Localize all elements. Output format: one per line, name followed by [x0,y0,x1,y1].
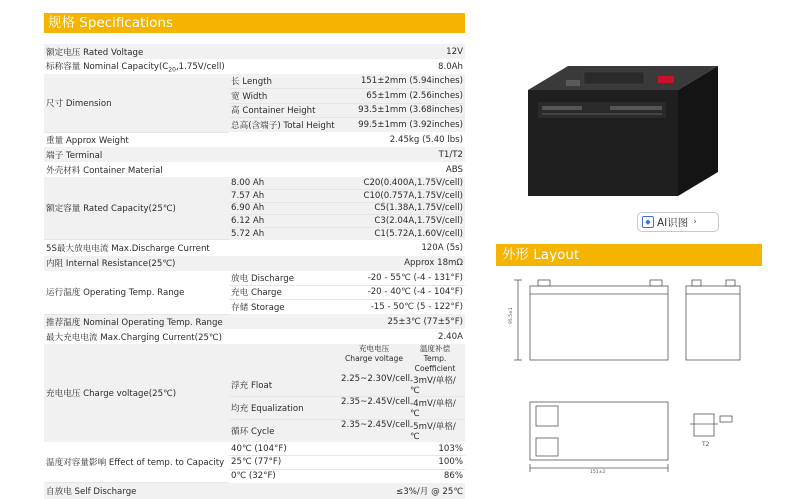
dimension-height-value: 93.5±1mm (3.68inches) [339,103,465,118]
weight-value: 2.45kg (5.40 lbs) [389,134,463,145]
max-charging-label: 最大充电电流 Max.Charging Current(25℃) [46,332,222,343]
temp-coef-head-cn: 温度补偿 [419,344,451,353]
nominal-capacity-row [44,59,465,74]
charge-mode-name: 均充 Equalization [229,397,339,420]
battery-product-image [518,56,732,208]
max-charging-row [44,329,465,344]
charge-mode-coef: -4mV/单格/℃ [410,399,456,419]
operating-temp-storage-name: 存储 Storage [231,303,285,313]
rated-voltage-row [44,44,465,59]
charge-voltage-head-en: Charge voltage [344,354,404,363]
charge-mode-voltage: 2.35~2.45V/cell [341,420,411,430]
terminal-type-label: T2 [702,441,710,448]
operating-temp-storage-value: -15 - 50℃ (5 - 122°F) [370,302,463,312]
temp-effect-temp: 0℃ (32°F) [231,471,276,481]
dimension-row [44,74,465,89]
charge-mode-voltage: 2.25~2.30V/cell [341,374,411,384]
dimension-total-height-name: 总高(含端子) Total Height [231,121,335,131]
rated-capacity-ah: 7.57 Ah [229,190,339,203]
weight-row [44,132,465,147]
height-dimension-label: 95.5±1 [509,307,514,324]
dimension-label: 尺寸 Dimension [44,74,229,132]
charge-voltage-label: 充电电压 Charge voltage(25℃) [46,389,177,399]
specifications-table [44,44,465,499]
dimension-width-name: 宽 Width [229,89,339,104]
rated-capacity-label: 额定容量 Rated Capacity(25℃) [44,177,229,240]
temp-coef-head-en: Temp. Coefficient [414,354,456,373]
rated-capacity-rate: C1(5.72A,1.60V/cell) [374,228,463,239]
charge-mode-voltage: 2.35~2.45V/cell [341,397,411,407]
internal-resistance-row [44,256,465,271]
temp-effect-row [44,442,465,456]
rated-voltage-label: 额定电压 Rated Voltage [46,47,144,58]
rated-capacity-ah: 6.12 Ah [229,215,339,228]
max-discharge-row [44,240,465,256]
charge-voltage-header-row [44,344,465,374]
self-discharge-value: ≤3%/月 @ 25℃ [396,486,463,497]
rated-capacity-row [44,177,465,190]
nominal-temp-value: 25±3℃ (77±5°F) [387,316,463,327]
rated-capacity-ah: 5.72 Ah [231,228,265,239]
rated-capacity-ah: 8.00 Ah [229,177,339,190]
rated-capacity-ah: 6.90 Ah [229,202,339,215]
dimension-total-height-value: 99.5±1mm (3.92inches) [358,120,463,130]
nominal-temp-row [44,314,465,329]
charge-mode-coef: -3mV/单格/℃ [410,376,456,396]
temp-effect-value: 86% [443,471,463,481]
terminal-label: 端子 Terminal [46,150,103,161]
rated-capacity-rate: C5(1.38A,1.75V/cell) [339,202,465,215]
charge-mode-name: 浮充 Float [229,374,339,397]
rated-capacity-rate: C3(2.04A,1.75V/cell) [339,215,465,228]
charge-voltage-head-cn: 充电电压 [358,344,390,353]
temp-effect-value: 100% [339,456,465,470]
ai-button-label: AI识图 [657,216,689,229]
terminal-value: T1/T2 [438,149,463,160]
operating-temp-row [44,271,465,286]
temp-effect-temp: 25℃ (77°F) [229,456,339,470]
self-discharge-row [44,483,465,499]
container-label: 外壳材料 Container Material [46,165,163,176]
charge-mode-name: 循环 Cycle [231,427,275,437]
specifications-header: 规格 Specifications [44,13,465,33]
rated-capacity-rate: C20(0.400A,1.75V/cell) [339,177,465,190]
rated-capacity-rate: C10(0.757A,1.75V/cell) [339,190,465,203]
ai-image-recognition-button[interactable] [637,212,719,232]
internal-resistance-label: 内阻 Internal Resistance(25℃) [46,259,176,269]
internal-resistance-value: Approx 18mΩ [404,258,463,268]
operating-temp-label: 运行温度 Operating Temp. Range [44,271,229,315]
terminal-row [44,147,465,162]
operating-temp-discharge-value: -20 - 55℃ (-4 - 131°F) [339,271,465,286]
layout-drawings [504,274,764,474]
dimension-length-name: 长 Length [229,74,339,89]
temp-effect-value: 103% [339,442,465,456]
nominal-temp-label: 推荐温度 Nominal Operating Temp. Range [46,317,223,328]
nominal-capacity-value: 8.0Ah [438,61,463,72]
dimension-width-value: 65±1mm (2.56inches) [339,89,465,104]
weight-label: 重量 Approx Weight [46,135,129,146]
max-charging-value: 2.40A [437,331,463,342]
length-dimension-label: 151±2 [590,470,606,475]
layout-header: 外形 Layout [496,244,762,266]
charge-mode-coef: -5mV/单格/℃ [410,422,456,442]
container-row [44,162,465,177]
temp-effect-temp: 40℃ (104°F) [229,442,339,456]
max-discharge-value: 120A (5s) [421,242,463,253]
nominal-capacity-label: 标称容量 Nominal $Capacity(C_{20},1.75V/cell)$ [46,61,225,74]
temp-effect-label: 温度对容量影响 Effect of temp. to Capacity [44,442,229,483]
dimension-length-value: 151±2mm (5.94inches) [339,74,465,89]
charge-voltage-headers [339,344,465,374]
rated-voltage-value: 12V [446,46,463,57]
container-value: ABS [445,164,463,175]
ai-scan-icon: ◆ [642,216,654,228]
dimension-height-name: 高 Container Height [229,103,339,118]
self-discharge-label: 自放电 Self Discharge [46,486,137,497]
max-discharge-label: 5S最大放电电流 Max.Discharge Current [46,243,210,254]
operating-temp-charge-name: 充电 Charge [229,285,339,300]
operating-temp-charge-value: -20 - 40℃ (-4 - 104°F) [339,285,465,300]
operating-temp-discharge-name: 放电 Discharge [229,271,339,286]
chevron-right-icon: › [693,217,697,227]
